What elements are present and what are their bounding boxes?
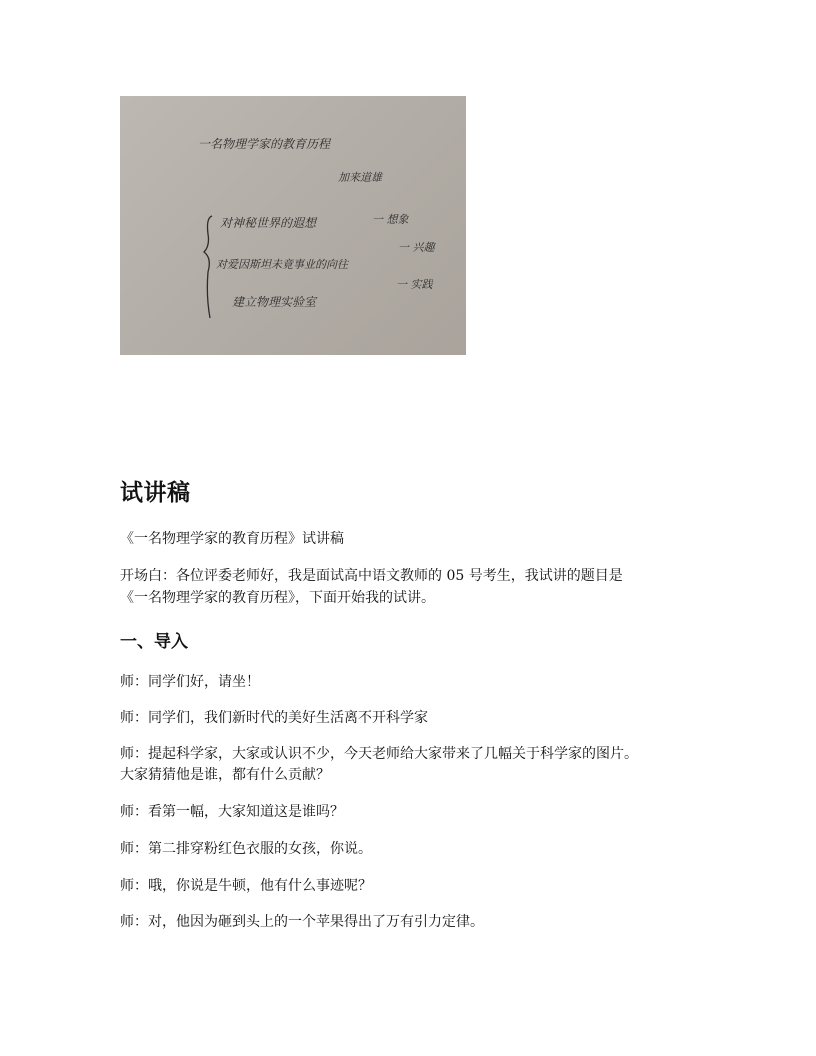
- brace-mark: [204, 216, 212, 318]
- opening-line-2: 《一名物理学家的教育历程》，下面开始我的试讲。: [120, 590, 435, 606]
- handwritten-notes-drawing: [120, 96, 466, 355]
- note-tag-2: 一 兴趣: [398, 241, 435, 254]
- section-heading-intro: 一、导入: [120, 632, 188, 652]
- note-author: 加来道雄: [338, 171, 382, 184]
- note-line-3: 建立物理实验室: [232, 295, 317, 309]
- note-title: 一名物理学家的教育历程: [198, 137, 331, 151]
- page-title: 试讲稿: [120, 479, 191, 506]
- dialogue-line: 师：同学们，我们新时代的美好生活离不开科学家: [120, 710, 428, 726]
- opening-line-1: 开场白：各位评委老师好，我是面试高中语文教师的 05 号考生，我试讲的题目是: [120, 568, 623, 584]
- dialogue-line: 师：对，他因为砸到头上的一个苹果得出了万有引力定律。: [120, 914, 484, 930]
- dialogue-line: 师：看第一幅，大家知道这是谁吗？: [120, 804, 344, 820]
- handwritten-notes-photo: [120, 96, 466, 355]
- script-subtitle: 《一名物理学家的教育历程》试讲稿: [120, 531, 344, 547]
- dialogue-line: 师：同学们好，请坐！: [120, 674, 260, 690]
- note-tag-1: 一 想象: [372, 213, 409, 226]
- dialogue-line: 师：提起科学家，大家或认识不少，今天老师给大家带来了几幅关于科学家的图片。: [120, 746, 638, 762]
- note-line-1: 对神秘世界的遐想: [220, 216, 317, 230]
- note-tag-3: 一 实践: [396, 278, 433, 291]
- dialogue-line: 师：哦，你说是牛顿，他有什么事迹呢？: [120, 878, 372, 894]
- dialogue-line: 大家猜猜他是谁，都有什么贡献？: [120, 767, 330, 783]
- dialogue-line: 师：第二排穿粉红色衣服的女孩，你说。: [120, 841, 372, 857]
- note-line-2: 对爱因斯坦未竟事业的向往: [216, 258, 348, 271]
